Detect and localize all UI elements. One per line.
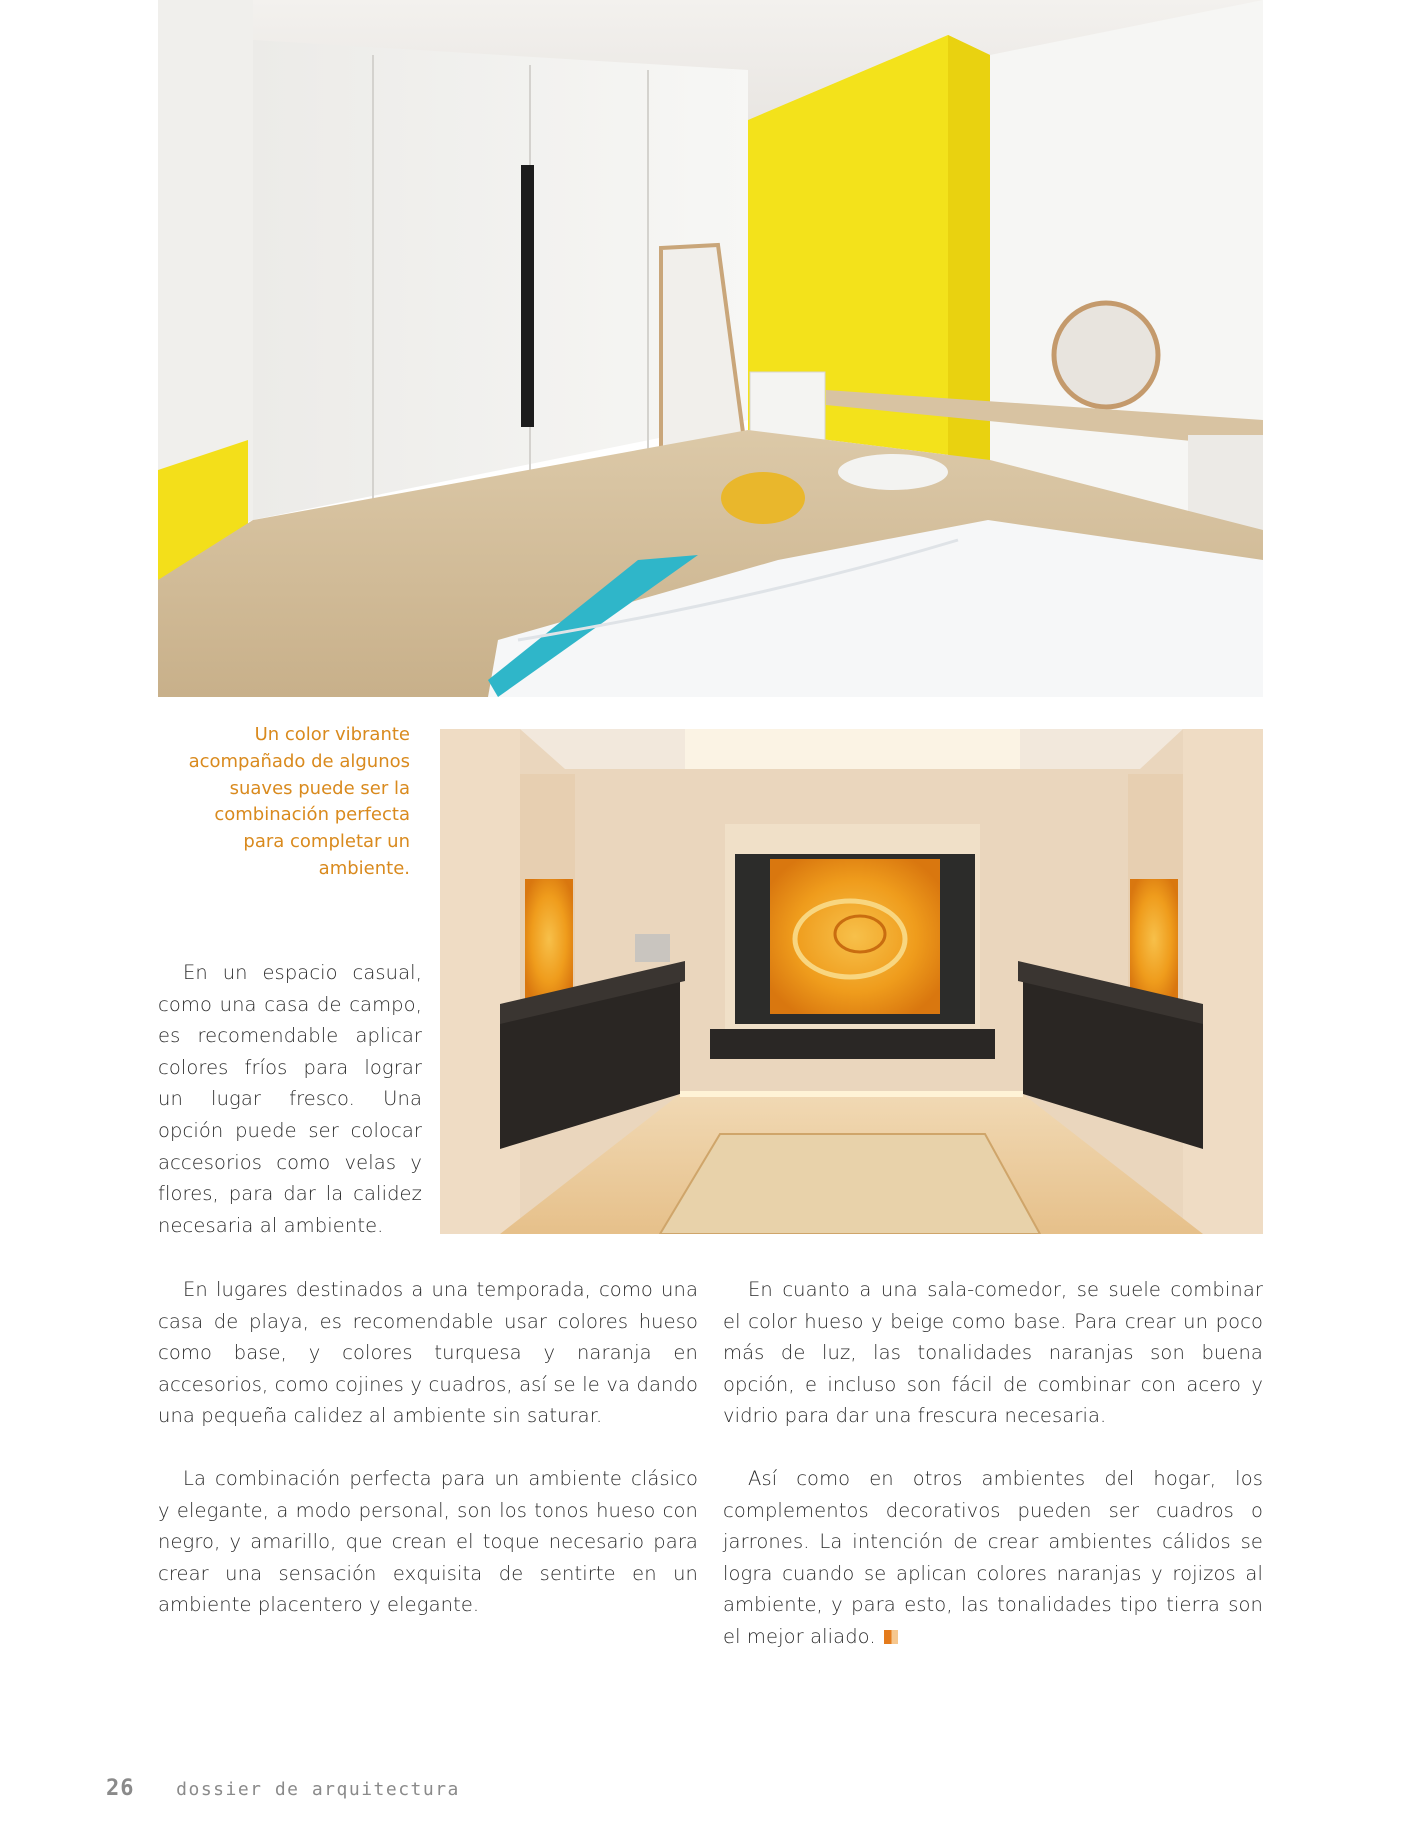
magazine-name: dossier de arquitectura [176, 1779, 460, 1800]
bathroom-photo [440, 729, 1263, 1234]
intro-paragraph: En un espacio casual, como una casa de campo, es recomendable aplicar colores fríos para lograr un lugar fresco. Una opción puede ser colocar accesorios como velas y flores, para dar la calidez necesaria al ambiente. [158, 961, 422, 1237]
column1-paragraph-1: En lugares destinados a una temporada, como una casa de playa, es recomendable usar colores hueso como base, y colores turquesa y naranja en accesorios, como cojines y cuadros, así se le va dando una pequeña calidez al ambiente sin saturar. [158, 1278, 698, 1428]
page-footer [106, 1776, 460, 1801]
column2-paragraph-2-text: Así como en otros ambientes del hogar, los complementos decorativos pueden ser cuadros o jarrones. La intención de crear ambientes cálidos se logra cuando se aplican colores naranjas y rojizos al ambiente, y para esto, las tonalidades tipo tierra son el mejor aliado. [723, 1467, 1263, 1648]
column2-paragraph-2 [723, 1463, 1263, 1653]
article-end-mark-icon [884, 1630, 898, 1644]
column2-paragraph-1: En cuanto a una sala-comedor, se suele combinar el color hueso y beige como base. Para crear un poco más de luz, las tonalidades naranjas son buena opción, e incluso son fácil de combinar con acero y vidrio para dar una frescura necesaria. [723, 1278, 1263, 1428]
photo-caption: Un color vibrante acompañado de algunos suaves puede ser la combinación perfecta para completar un ambiente. [188, 724, 410, 879]
page-number: 26 [106, 1776, 135, 1801]
bedroom-photo [158, 0, 1263, 697]
column1-paragraph-2: La combinación perfecta para un ambiente clásico y elegante, a modo personal, son los tonos hueso con negro, y amarillo, que crean el toque necesario para crear una sensación exquisita de sentirte en un ambiente placentero y elegante. [158, 1467, 698, 1617]
